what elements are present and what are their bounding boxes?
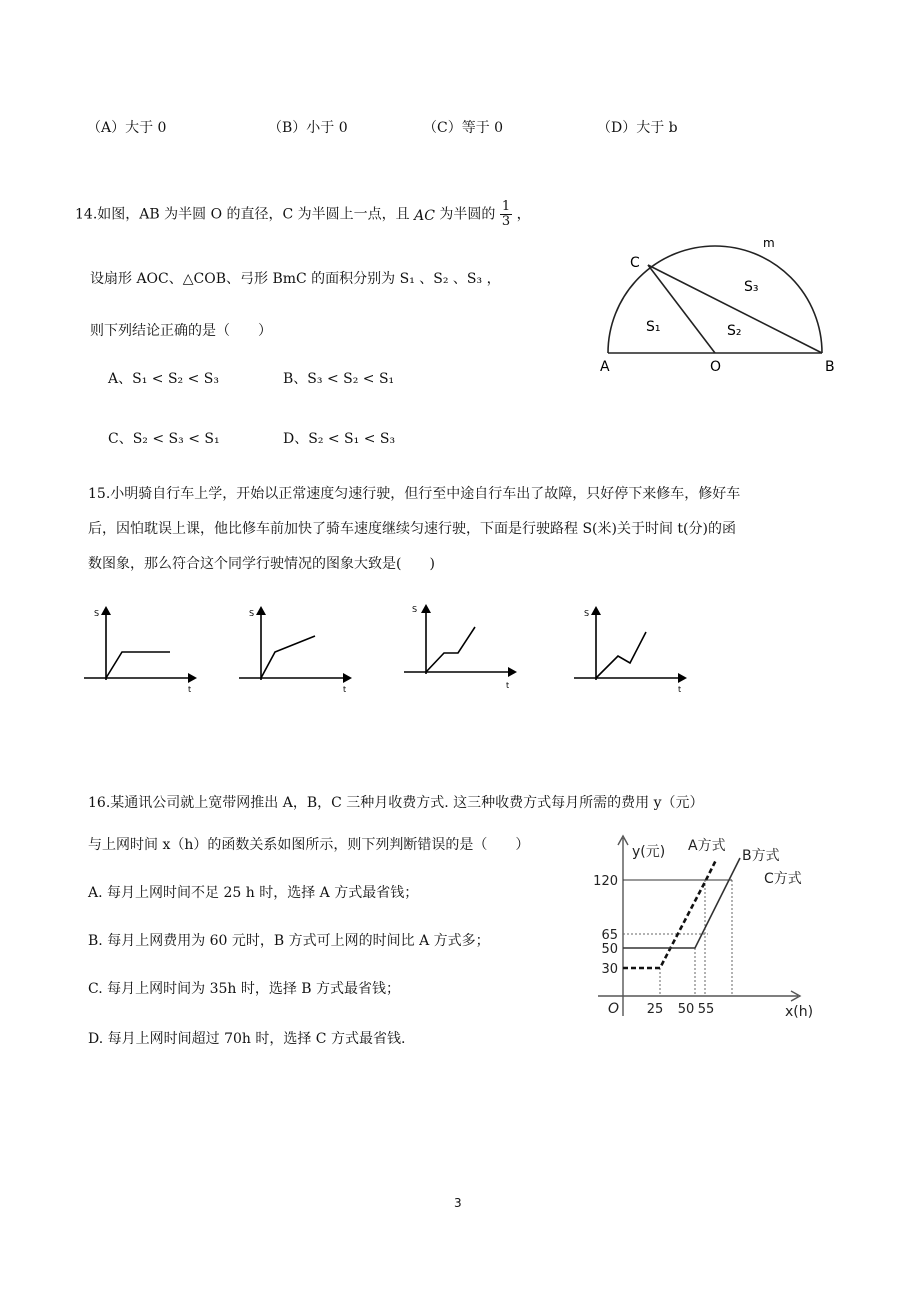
q14-option-d: D、S₂ < S₁ < S₃ (283, 431, 396, 447)
q16-line1: 16.某通讯公司就上宽带网推出 A，B，C 三种月收费方式. 这三种收费方式每月所需的费用 y（元） (88, 795, 704, 811)
q14-option-c: C、S₂ < S₃ < S₁ (108, 431, 220, 447)
q15-graph-4 (570, 602, 695, 694)
svg-text:t: t (188, 685, 192, 694)
series-a-label: A方式 (688, 838, 726, 854)
x-tick-label: 25 (646, 1002, 664, 1017)
y-tick-label: 30 (601, 962, 618, 977)
q15-line3: 数图象，那么符合这个同学行驶情况的图象大致是( ) (88, 556, 435, 572)
label-s1: S₁ (646, 319, 661, 335)
q14-option-a: A、S₁ < S₂ < S₃ (108, 371, 219, 387)
y-tick-label: 65 (601, 928, 618, 943)
y-axis-label: y(元) (632, 844, 666, 860)
q14-arc-label: AC (414, 207, 435, 224)
x-tick-label: 50 (677, 1002, 695, 1017)
label-o: O (710, 359, 722, 375)
svg-text:S: S (412, 605, 418, 614)
y-tick-label: 120 (593, 874, 618, 889)
q14-stem-a: 14.如图，AB 为半圆 O 的直径，C 为半圆上一点，且 (75, 206, 410, 223)
q15-line2: 后，因怕耽误上课，他比修车前加快了骑车速度继续匀速行驶，下面是行驶路程 S(米)关于时间 t(分)的函 (88, 521, 736, 537)
q13-option-c: （C）等于 0 (423, 120, 504, 136)
q16-option-a: A. 每月上网时间不足 25 h 时，选择 A 方式最省钱； (88, 885, 419, 901)
q14-stem (75, 200, 531, 229)
q14-line2: 设扇形 AOC、△COB、弓形 BmC 的面积分别为 S₁ 、S₂ 、S₃ ， (90, 271, 501, 287)
svg-text:t: t (343, 685, 347, 694)
label-a: A (600, 359, 610, 375)
q16-option-c: C. 每月上网时间为 35h 时，选择 B 方式最省钱； (88, 981, 401, 997)
q14-stem-b: 为半圆的 (439, 206, 496, 223)
q13-option-b: （B）小于 0 (268, 120, 348, 136)
fraction-denominator: 3 (501, 214, 511, 229)
q13-option-a: （A）大于 0 (87, 120, 167, 136)
x-axis-label: x(h) (785, 1004, 814, 1020)
series-c-label: C方式 (764, 871, 802, 887)
q14-fraction (500, 200, 512, 229)
origin-label: O (608, 1001, 620, 1017)
segment-cb (648, 265, 822, 353)
fee-chart (580, 830, 830, 1030)
page-number: 3 (454, 1196, 462, 1210)
q14-line3: 则下列结论正确的是（ ） (90, 323, 272, 339)
svg-text:S: S (94, 609, 100, 618)
svg-text:S: S (584, 609, 590, 618)
label-m: m (763, 236, 775, 250)
x-tick-label: 55 (697, 1002, 715, 1017)
q15-line1: 15.小明骑自行车上学，开始以正常速度匀速行驶，但行至中途自行车出了故障，只好停下来修车，修好车 (88, 486, 741, 502)
fraction-numerator: 1 (501, 199, 511, 214)
q15-graph-2 (235, 602, 360, 694)
q15-graph-1 (80, 602, 205, 694)
label-s2: S₂ (727, 323, 742, 339)
q14-stem-c: ， (516, 206, 531, 223)
q13-option-d: （D）大于 b (597, 120, 678, 136)
q14-option-b: B、S₃ < S₂ < S₁ (283, 371, 395, 387)
label-b: B (825, 359, 835, 375)
label-s3: S₃ (744, 279, 759, 295)
segment-co (648, 265, 715, 353)
svg-text:S: S (249, 609, 255, 618)
series-b-label: B方式 (742, 848, 780, 864)
series-a-line (623, 860, 716, 968)
svg-text:t: t (678, 685, 682, 694)
q16-line2: 与上网时间 x（h）的函数关系如图所示，则下列判断错误的是（ ） (88, 837, 530, 853)
q16-option-d: D. 每月上网时间超过 70h 时，选择 C 方式最省钱. (88, 1031, 406, 1047)
q15-graph-3 (400, 600, 525, 692)
y-tick-label: 50 (601, 942, 618, 957)
semicircle-figure (590, 225, 850, 385)
svg-text:t: t (506, 681, 510, 690)
q16-option-b: B. 每月上网费用为 60 元时，B 方式可上网的时间比 A 方式多； (88, 933, 490, 949)
label-c: C (630, 255, 640, 271)
